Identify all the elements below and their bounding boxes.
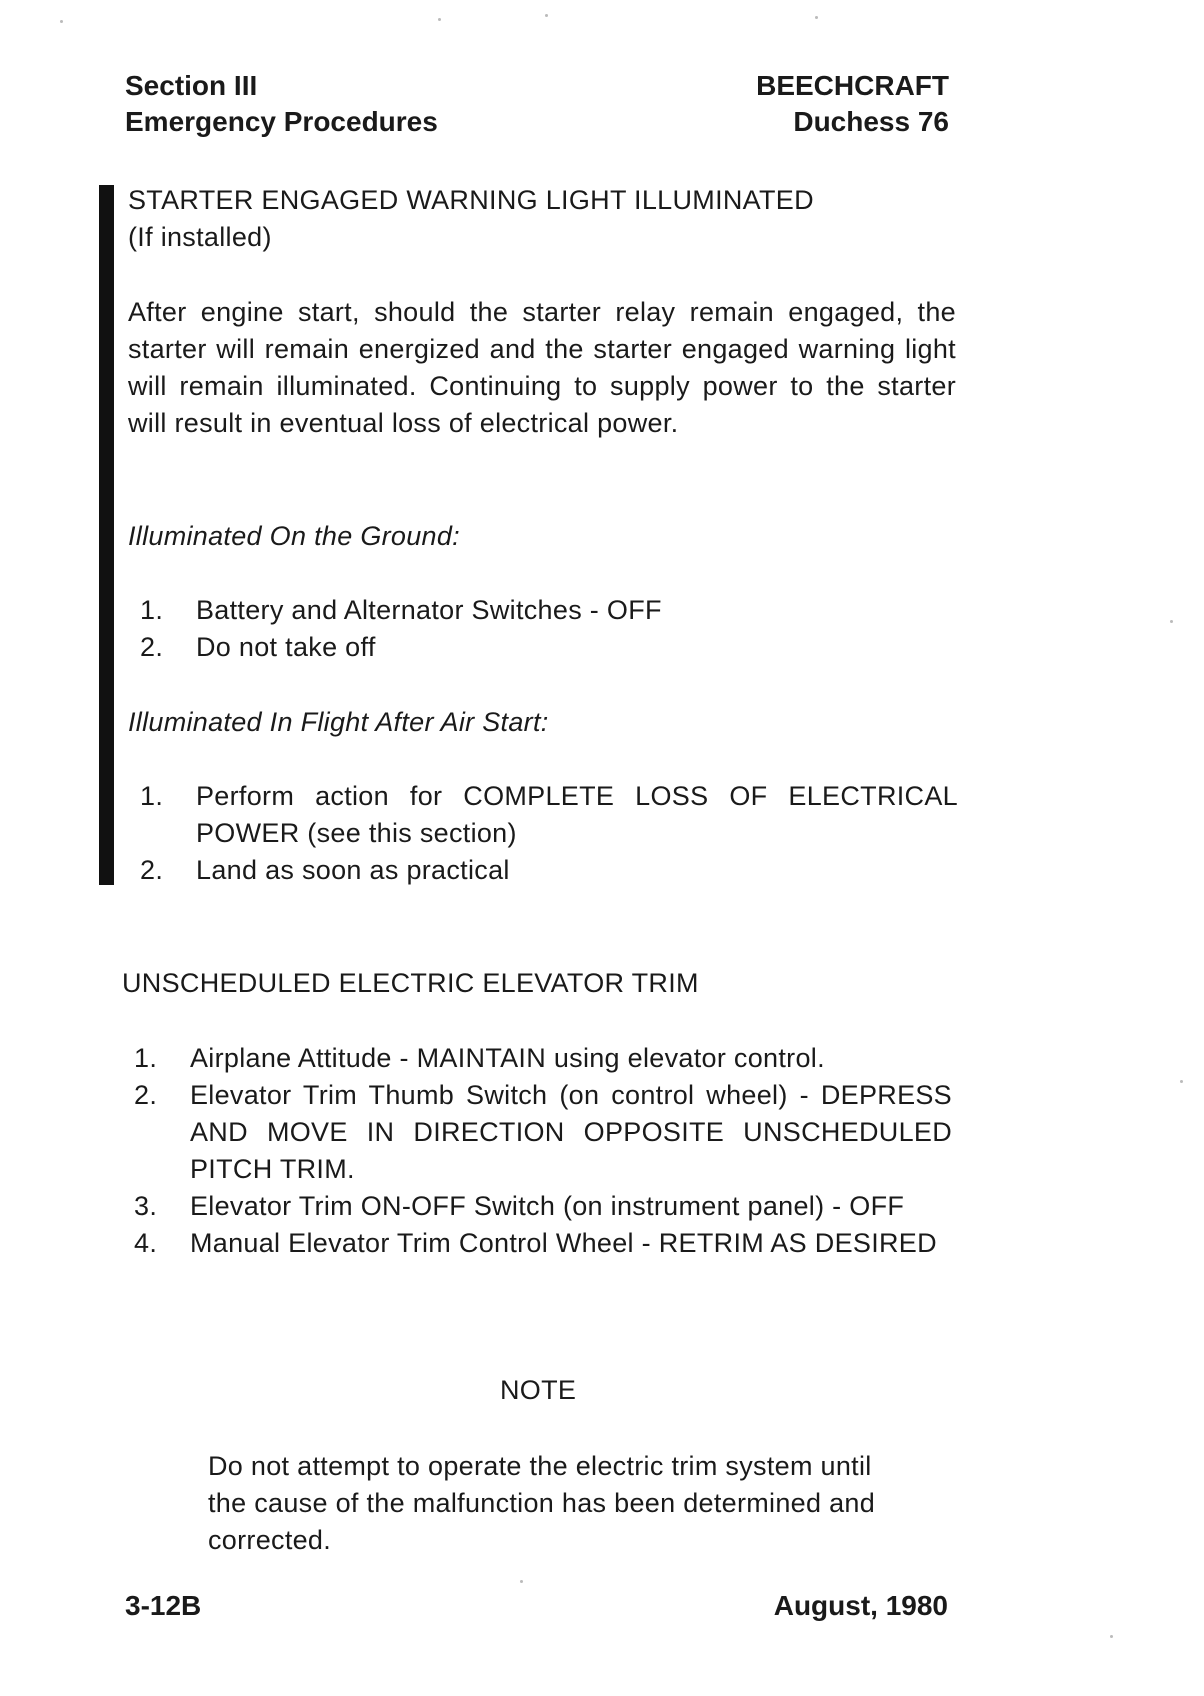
- list-item: [128, 629, 958, 666]
- revision-date: August, 1980: [773, 1590, 948, 1621]
- flight-steps: [128, 778, 958, 889]
- step-number: 1.: [140, 595, 164, 625]
- step-number: 1.: [134, 1043, 158, 1073]
- starter-paragraph: After engine start, should the starter relay remain engaged, the starter will remain energized and the starter engaged warning light will remain illuminated. Continuing to supply power to the starter will result in eventual loss of electrical power.: [128, 297, 956, 438]
- list-item: [122, 1188, 952, 1225]
- header-right: [756, 68, 949, 140]
- scan-speck: [438, 18, 441, 21]
- step-number: 2.: [140, 632, 164, 662]
- step-number: 1.: [140, 781, 164, 811]
- note-text: Do not attempt to operate the electric trim system until the cause of the malfunction has been determined and corrected.: [208, 1451, 876, 1555]
- model-label: Duchess 76: [793, 106, 949, 137]
- step-text: Do not take off: [196, 632, 376, 662]
- list-item: [122, 1225, 952, 1262]
- step-text: Elevator Trim ON-OFF Switch (on instrument panel) - OFF: [190, 1191, 905, 1221]
- ground-heading: Illuminated On the Ground:: [128, 521, 460, 551]
- starter-title: STARTER ENGAGED WARNING LIGHT ILLUMINATED: [128, 185, 814, 215]
- scan-speck: [815, 16, 818, 19]
- step-number: 4.: [134, 1228, 158, 1258]
- step-number: 2.: [140, 855, 164, 885]
- step-number: 3.: [134, 1191, 158, 1221]
- step-text: Land as soon as practical: [196, 855, 510, 885]
- flight-heading: Illuminated In Flight After Air Start:: [128, 707, 549, 737]
- header-left: [125, 68, 438, 140]
- list-item: [128, 592, 958, 629]
- step-text: Airplane Attitude - MAINTAIN using elevator control.: [190, 1043, 825, 1073]
- revision-bar: [99, 185, 114, 885]
- chapter-label: Emergency Procedures: [125, 106, 438, 137]
- step-text: Perform action for COMPLETE LOSS OF ELECTRICAL POWER (see this section): [196, 781, 958, 848]
- scan-speck: [1180, 1080, 1183, 1083]
- step-text: Battery and Alternator Switches - OFF: [196, 595, 662, 625]
- scan-speck: [1170, 620, 1173, 623]
- note-heading: NOTE: [500, 1375, 577, 1405]
- step-text: Elevator Trim Thumb Switch (on control wheel) - DEPRESS AND MOVE IN DIRECTION OPPOSITE UNSCHEDULED PITCH TRIM.: [190, 1080, 952, 1184]
- list-item: [128, 778, 958, 852]
- list-item: [122, 1040, 952, 1077]
- scan-speck: [545, 14, 548, 17]
- list-item: [122, 1077, 952, 1188]
- scan-speck: [60, 20, 63, 23]
- step-number: 2.: [134, 1080, 158, 1110]
- step-text: Manual Elevator Trim Control Wheel - RETRIM AS DESIRED: [190, 1228, 937, 1258]
- brand-label: BEECHCRAFT: [756, 70, 949, 101]
- scan-speck: [1110, 1635, 1113, 1638]
- starter-subtitle: (If installed): [128, 222, 272, 252]
- list-item: [128, 852, 958, 889]
- ground-steps: [128, 592, 958, 666]
- starter-heading: [128, 182, 814, 256]
- section-label: Section III: [125, 70, 258, 101]
- trim-title: UNSCHEDULED ELECTRIC ELEVATOR TRIM: [122, 968, 699, 998]
- scan-speck: [520, 1580, 523, 1583]
- page-number: 3-12B: [125, 1590, 202, 1621]
- trim-steps: [122, 1040, 952, 1262]
